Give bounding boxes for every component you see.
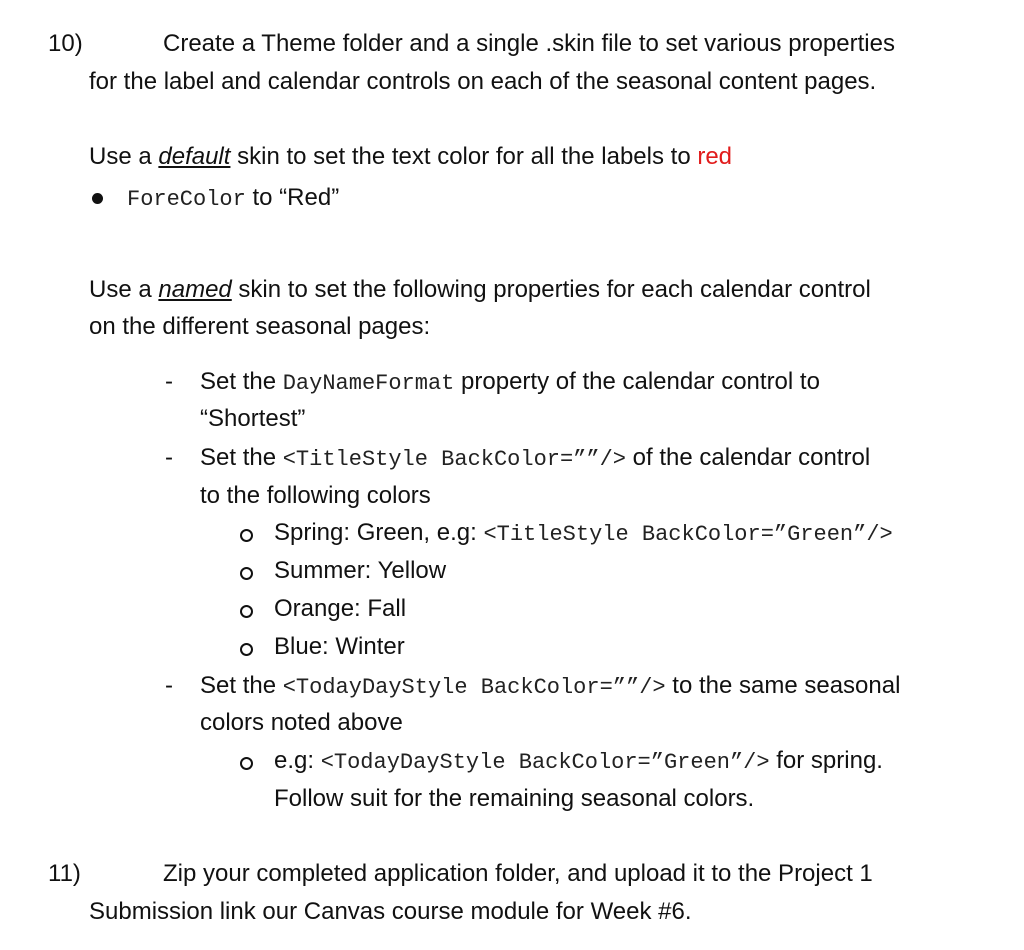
step3-example-code: <TodayDayStyle BackColor=”Green”/> xyxy=(320,750,770,775)
named-skin-prefix: Use a xyxy=(89,276,159,303)
color-spring-code: <TitleStyle BackColor=”Green”/> xyxy=(483,522,893,547)
default-keyword: default xyxy=(158,143,231,170)
item-11-number: 11) xyxy=(48,860,81,887)
forecolor-code: ForeColor xyxy=(127,187,246,212)
step2-b: of the calendar control xyxy=(626,444,871,471)
color-item-winter: Blue: Winter xyxy=(274,633,405,660)
step1-line2: “Shortest” xyxy=(200,405,306,432)
step3-example xyxy=(274,747,883,776)
daynameformat-code: DayNameFormat xyxy=(282,371,455,396)
step3-line2: colors noted above xyxy=(200,709,403,736)
color-item-fall: Orange: Fall xyxy=(274,595,407,622)
named-keyword: named xyxy=(158,276,232,303)
step1-b: property of the calendar control to xyxy=(454,368,820,395)
step3-line1 xyxy=(200,672,900,701)
step1-line1 xyxy=(200,368,820,397)
step3-a: Set the xyxy=(200,672,283,699)
color-spring-label: Spring: Green, e.g: xyxy=(274,519,484,546)
circle-bullet-icon xyxy=(240,757,253,770)
named-skin-rest: skin to set the following properties for each calendar control xyxy=(231,276,871,303)
circle-bullet-icon xyxy=(240,643,253,656)
item-11-line1: Zip your completed application folder, and upload it to the Project 1 xyxy=(163,860,873,887)
bullet-dot-icon xyxy=(92,193,103,204)
item-10-line1: Create a Theme folder and a single .skin file to set various properties xyxy=(163,30,895,57)
dash-marker: - xyxy=(165,444,173,471)
step2-line2: to the following colors xyxy=(200,482,431,509)
step3-example-prefix: e.g: xyxy=(274,747,321,774)
item-11-line2: Submission link our Canvas course module for Week #6. xyxy=(89,898,692,925)
item-10-line2: for the label and calendar controls on each of the seasonal content pages. xyxy=(89,68,877,95)
red-color-word: red xyxy=(697,143,733,170)
default-skin-instruction xyxy=(89,143,732,172)
item-10-number: 10) xyxy=(48,30,83,57)
circle-bullet-icon xyxy=(240,529,253,542)
circle-bullet-icon xyxy=(240,605,253,618)
forecolor-bullet xyxy=(127,184,339,213)
named-skin-line2: on the different seasonal pages: xyxy=(89,313,431,340)
default-skin-middle: skin to set the text color for all the labels to xyxy=(230,143,698,170)
color-item-summer: Summer: Yellow xyxy=(274,557,447,584)
step3-example-line2: Follow suit for the remaining seasonal colors. xyxy=(274,785,755,812)
color-item-spring xyxy=(274,519,893,548)
dash-marker: - xyxy=(165,368,173,395)
named-skin-line1 xyxy=(89,276,871,305)
forecolor-text: to “Red” xyxy=(245,184,340,211)
circle-bullet-icon xyxy=(240,567,253,580)
step3-b: to the same seasonal xyxy=(665,672,901,699)
default-skin-prefix: Use a xyxy=(89,143,159,170)
step3-example-suffix: for spring. xyxy=(769,747,883,774)
step2-line1 xyxy=(200,444,870,473)
todaydaystyle-code: <TodayDayStyle BackColor=””/> xyxy=(282,675,666,700)
dash-marker: - xyxy=(165,672,173,699)
step2-a: Set the xyxy=(200,444,283,471)
step1-a: Set the xyxy=(200,368,283,395)
titlestyle-code: <TitleStyle BackColor=””/> xyxy=(282,447,626,472)
